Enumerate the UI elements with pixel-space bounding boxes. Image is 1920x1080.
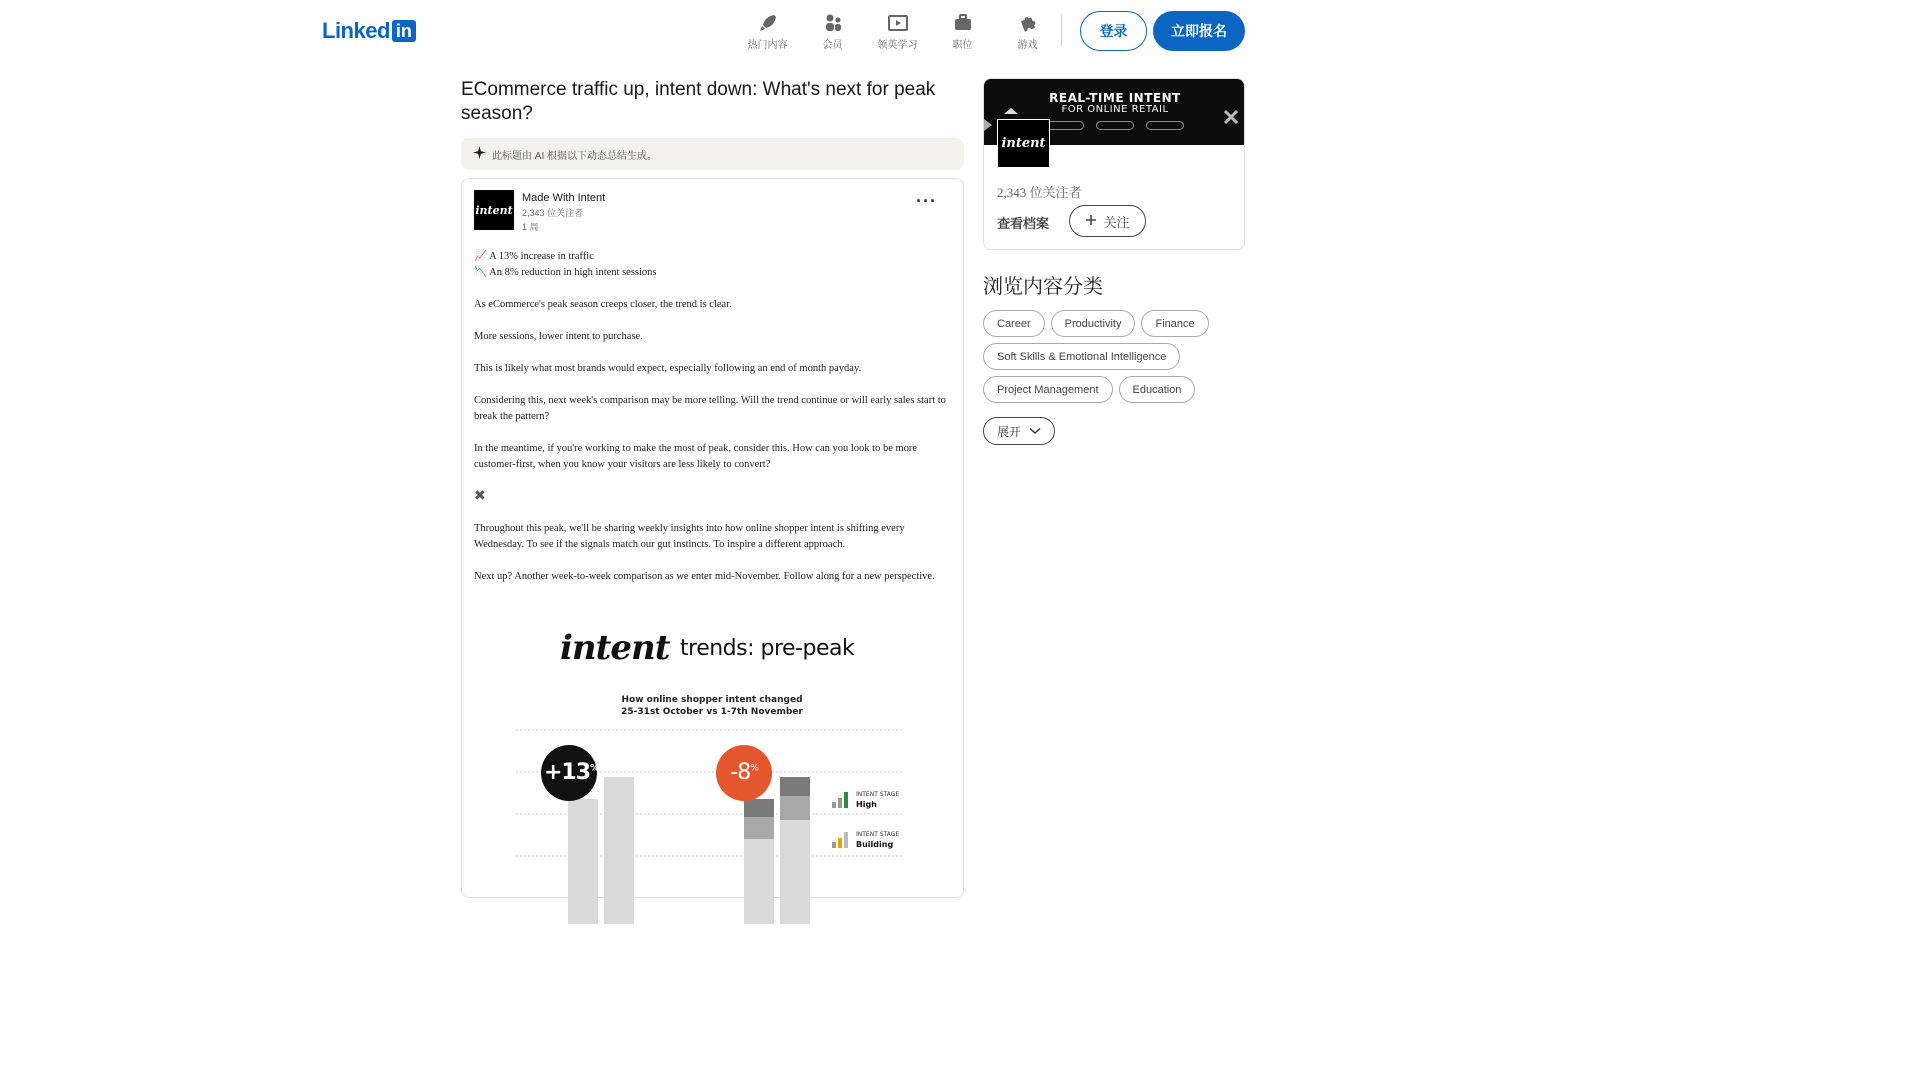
author-avatar[interactable]: intent — [474, 190, 514, 230]
nav-label-members: 会员 — [822, 40, 843, 51]
legend-high-icon — [832, 792, 848, 808]
company-avatar[interactable]: intent — [997, 119, 1050, 168]
post-paragraph: This is likely what most brands would expect, especially following an end of month payday. — [474, 363, 862, 374]
badge-traffic-number: +13 — [544, 760, 591, 785]
category-chip-soft-skills[interactable]: Soft Skills & Emotional Intelligence — [983, 343, 1180, 370]
post-paragraph: Considering this, next week's comparison may be more telling. Will the trend continue or will early sales start to break the pattern? — [474, 395, 946, 422]
article-header — [461, 78, 964, 170]
bar-intent-after-low — [780, 820, 810, 924]
legend-building-icon — [832, 832, 848, 848]
chip-row — [983, 343, 1245, 370]
infographic-subtitle-line1: How online shopper intent changed — [621, 695, 803, 705]
post-paragraph: In the meantime, if you're working to make the most of peak, consider this. How can you look to be more customer-first, when you know your visitors are less likely to convert? — [474, 443, 918, 470]
play-icon — [887, 12, 909, 34]
bar-traffic-before — [568, 799, 598, 924]
puzzle-icon — [1017, 12, 1039, 34]
follow-label: 关注 — [1103, 214, 1130, 230]
main-nav — [735, 12, 1060, 51]
nav-item-jobs[interactable] — [930, 12, 995, 51]
post-paragraph: More sessions, lower intent to purchase. — [474, 331, 643, 342]
nav-label-learning: 领英学习 — [877, 40, 918, 51]
ai-summary-note — [461, 138, 964, 170]
page-title: ECommerce traffic up, intent down: What's next for peak season? — [461, 79, 936, 124]
nav-label-games: 游戏 — [1017, 40, 1038, 51]
top-navigation-bar — [0, 0, 1560, 62]
infographic-title: trends: pre-peak — [680, 636, 855, 661]
nav-item-members[interactable] — [800, 12, 865, 51]
more-options-button[interactable]: ··· — [916, 191, 937, 211]
company-followers: 2,343 位关注者 — [997, 185, 1082, 200]
post-image-infographic[interactable] — [502, 624, 922, 924]
category-chip-education[interactable]: Education — [1119, 376, 1196, 403]
nav-item-games[interactable] — [995, 12, 1060, 51]
bar-intent-before-high — [744, 799, 774, 817]
company-card — [983, 78, 1245, 250]
legend-building — [856, 830, 899, 850]
chip-row — [983, 376, 1245, 403]
legend-building-stage: INTENT STAGE — [856, 831, 900, 838]
view-profile-link[interactable]: 查看档案 — [997, 216, 1050, 231]
bar-intent-before-low — [744, 839, 774, 924]
join-now-button[interactable]: 立即报名 — [1153, 11, 1245, 51]
badge-intent-number: -8 — [730, 760, 751, 785]
nav-divider — [1061, 15, 1062, 46]
category-chips — [983, 310, 1245, 409]
bar-intent-after-high — [780, 777, 810, 796]
logo-badge: in — [392, 20, 416, 42]
nav-item-learning[interactable] — [865, 12, 930, 51]
chip-row — [983, 310, 1245, 337]
post-paragraph: As eCommerce's peak season creeps closer, the trend is clear. — [474, 299, 732, 310]
post-time: 1 周 — [522, 222, 539, 232]
bar-intent-after-building — [780, 796, 810, 820]
login-button[interactable]: 登录 — [1080, 11, 1147, 51]
nav-label-trending: 热门内容 — [747, 40, 788, 51]
post-paragraph: Throughout this peak, we'll be sharing weekly insights into how online shopper intent is shifting every Wednesday. To see if the signals match our gut instincts. To inspire a different approach. — [474, 523, 905, 550]
cross-mark: ✖ — [474, 489, 486, 504]
expand-label: 展开 — [996, 424, 1021, 439]
people-icon — [822, 12, 844, 34]
plus-icon — [1085, 214, 1097, 229]
bar-intent-before-building — [744, 817, 774, 839]
post-card — [461, 178, 964, 898]
sparkle-icon — [473, 146, 486, 162]
badge-intent-value — [719, 760, 769, 785]
rocket-icon — [757, 12, 779, 34]
chevron-down-icon — [1029, 424, 1041, 438]
category-chip-project-management[interactable]: Project Management — [983, 376, 1113, 403]
infographic-brand: intent — [560, 628, 670, 668]
post-paragraph: Next up? Another week-to-week comparison as we enter mid-November. Follow along for a new perspective. — [474, 571, 935, 582]
post-meta — [522, 190, 605, 234]
legend-high-name: High — [856, 800, 877, 809]
banner-subheadline: FOR ONLINE RETAIL — [1061, 104, 1169, 115]
legend-high — [856, 790, 899, 810]
linkedin-logo[interactable] — [322, 19, 416, 43]
badge-traffic-value — [544, 760, 599, 785]
author-followers: 2,343 位关注者 — [522, 208, 584, 218]
badge-traffic-unit: % — [590, 763, 599, 774]
briefcase-icon — [952, 12, 974, 34]
follow-button[interactable] — [1069, 205, 1146, 237]
post-line: 📉 An 8% reduction in high intent sessions — [474, 267, 657, 278]
legend-building-name: Building — [856, 840, 894, 849]
nav-label-jobs: 职位 — [952, 40, 973, 51]
nav-item-trending[interactable] — [735, 12, 800, 51]
post-body — [474, 249, 954, 601]
infographic-subtitle-line2: 25-31st October vs 1-7th November — [621, 707, 803, 717]
post-header — [474, 190, 605, 234]
bar-traffic-after — [604, 777, 634, 924]
legend-high-stage: INTENT STAGE — [856, 791, 900, 798]
category-chip-finance[interactable]: Finance — [1141, 310, 1208, 337]
category-chip-career[interactable]: Career — [983, 310, 1045, 337]
logo-wordmark: Linked — [322, 18, 390, 43]
ai-note-text: 此标题由 AI 根据以下动态总结生成。 — [492, 150, 658, 162]
badge-intent-unit: % — [750, 763, 758, 774]
expand-categories-button[interactable] — [983, 417, 1055, 445]
browse-categories-title: 浏览内容分类 — [983, 276, 1103, 298]
author-name[interactable]: Made With Intent — [522, 192, 606, 204]
post-line: 📈 A 13% increase in traffic — [474, 251, 594, 262]
banner-headline: REAL-TIME INTENT — [1049, 91, 1181, 105]
category-chip-productivity[interactable]: Productivity — [1051, 310, 1136, 337]
